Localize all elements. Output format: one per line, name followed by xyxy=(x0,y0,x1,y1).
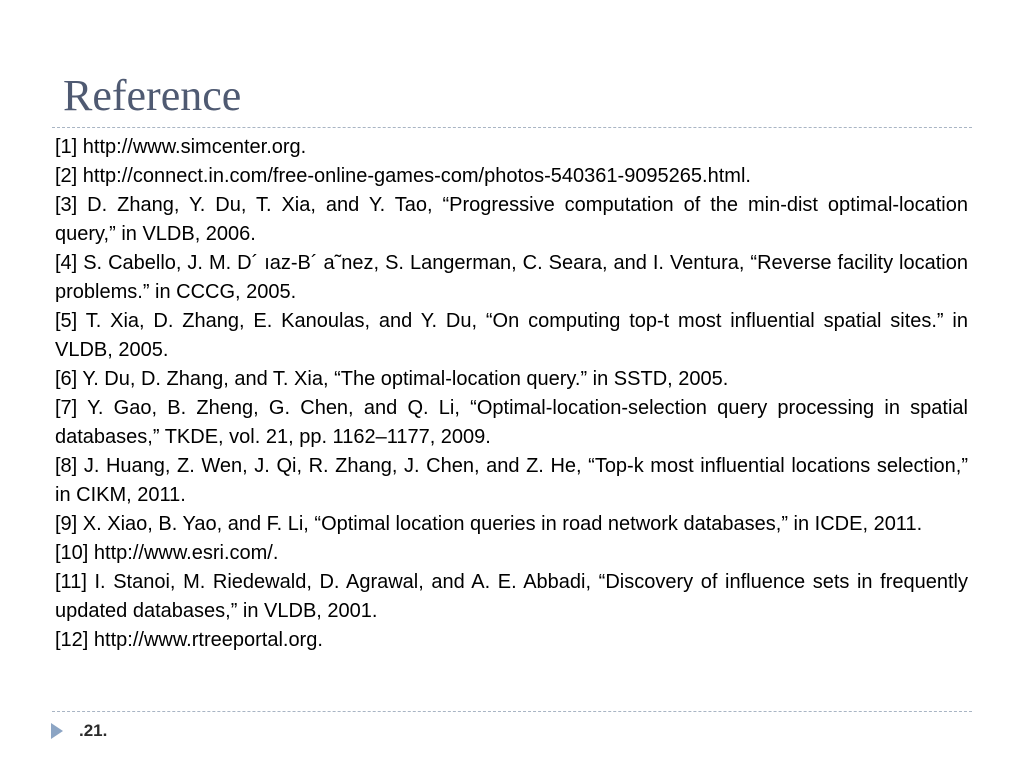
reference-item-9: [9] X. Xiao, B. Yao, and F. Li, “Optimal location queries in road network databases,” in ICDE, 2011. xyxy=(55,513,923,535)
reference-item-1: [1] http://www.simcenter.org. xyxy=(55,136,307,158)
reference-item-4: [4] S. Cabello, J. M. D´ ıaz-B´ a˜nez, S. Langerman, C. Seara, and I. Ventura, “Reverse facility location problems.” in CCCG, 2005. xyxy=(55,252,968,303)
triangle-bullet-icon xyxy=(51,723,63,739)
reference-list xyxy=(55,133,968,655)
footer-divider xyxy=(52,711,972,712)
reference-item-12: [12] http://www.rtreeportal.org. xyxy=(55,629,323,651)
reference-item-11: [11] I. Stanoi, M. Riedewald, D. Agrawal, and A. E. Abbadi, “Discovery of influence sets in frequently updated databases,” in VLDB, 2001. xyxy=(55,571,968,622)
slide-title: Reference xyxy=(63,71,242,120)
reference-item-5: [5] T. Xia, D. Zhang, E. Kanoulas, and Y. Du, “On computing top-t most influential spatial sites.” in VLDB, 2005. xyxy=(55,310,968,361)
reference-item-8: [8] J. Huang, Z. Wen, J. Qi, R. Zhang, J. Chen, and Z. He, “Top-k most influential locations selection,” in CIKM, 2011. xyxy=(55,455,968,506)
reference-item-3: [3] D. Zhang, Y. Du, T. Xia, and Y. Tao, “Progressive computation of the min-dist optimal-location query,” in VLDB, 2006. xyxy=(55,194,968,245)
title-divider xyxy=(52,127,972,128)
reference-item-2: [2] http://connect.in.com/free-online-games-com/photos-540361-9095265.html. xyxy=(55,165,751,187)
reference-item-7: [7] Y. Gao, B. Zheng, G. Chen, and Q. Li, “Optimal-location-selection query processing in spatial databases,” TKDE, vol. 21, pp. 1162–1177, 2009. xyxy=(55,397,968,448)
page-number: .21. xyxy=(79,721,108,740)
reference-item-10: [10] http://www.esri.com/. xyxy=(55,542,279,564)
reference-item-6: [6] Y. Du, D. Zhang, and T. Xia, “The optimal-location query.” in SSTD, 2005. xyxy=(55,368,729,390)
